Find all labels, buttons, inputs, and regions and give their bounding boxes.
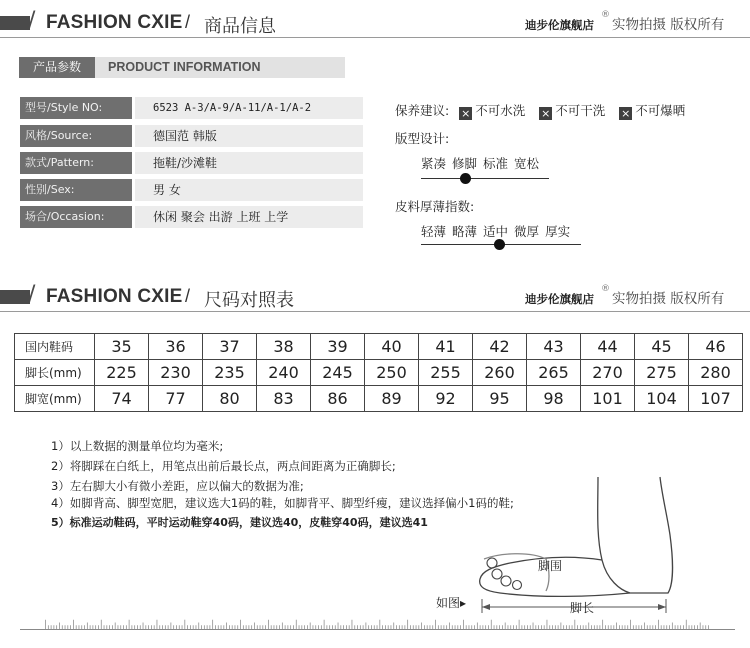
table-cell: 77 (149, 386, 203, 412)
attr-label: 场合/Occasion: (20, 206, 132, 228)
table-row-foot-length (15, 360, 743, 386)
note-3: 3）左右脚大小有微小差距，应以偏大的数据为准; (51, 479, 304, 493)
design-scale-options (421, 154, 545, 172)
header-separator: / (185, 286, 191, 306)
design-scale-line (421, 178, 549, 179)
toe-4 (513, 581, 522, 590)
table-cell: 270 (581, 360, 635, 386)
table-cell: 83 (257, 386, 311, 412)
table-cell: 38 (257, 334, 311, 360)
toe-2 (492, 569, 502, 579)
table-cell: 92 (419, 386, 473, 412)
care-item-no-wash (459, 101, 525, 120)
toe-3 (501, 576, 511, 586)
table-cell: 98 (527, 386, 581, 412)
foot-illustration (470, 475, 680, 615)
header-slash-mark: / (28, 282, 36, 307)
shop-name: 迪步伦旗舰店 (525, 292, 594, 306)
attr-label: 风格/Source: (20, 125, 132, 147)
figure-prefix: 如图▸ (436, 596, 467, 610)
registered-mark: ® (601, 284, 610, 294)
attr-value: 男 女 (135, 179, 363, 201)
table-cell: 46 (689, 334, 743, 360)
attr-label: 型号/Style NO: (20, 97, 132, 119)
registered-mark: ® (601, 10, 610, 20)
table-cell: 104 (635, 386, 689, 412)
note-2: 2）将脚踩在白纸上，用笔点出前后最长点，两点间距离为正确脚长; (51, 459, 396, 473)
thickness-scale-options (421, 222, 576, 240)
attr-row-source (20, 125, 363, 147)
prohibited-icon: × (461, 107, 471, 120)
row-label: 脚长(mm) (15, 360, 95, 386)
table-cell: 230 (149, 360, 203, 386)
row-label: 国内鞋码 (15, 334, 95, 360)
brand-name: FASHION CXIE (46, 286, 183, 307)
header-accent-bar (0, 290, 30, 304)
table-cell: 280 (689, 360, 743, 386)
table-cell: 39 (311, 334, 365, 360)
table-cell: 107 (689, 386, 743, 412)
table-row-cn-size (15, 334, 743, 360)
tab-product-params: 产品参数 (19, 57, 95, 78)
care-item-no-dryclean (539, 101, 605, 120)
prohibited-icon: × (541, 107, 551, 120)
foot-outline (598, 477, 673, 593)
size-chart-table (14, 333, 743, 412)
table-cell: 265 (527, 360, 581, 386)
header-separator: / (185, 12, 191, 32)
table-cell: 80 (203, 386, 257, 412)
note-1: 1）以上数据的测量单位均为毫米; (51, 439, 224, 453)
attr-row-occasion (20, 206, 363, 228)
thickness-option: 微厚 (514, 224, 540, 239)
thickness-option: 适中 (483, 224, 509, 239)
table-cell: 89 (365, 386, 419, 412)
toe-1 (487, 558, 497, 568)
section-header-product-info (0, 4, 750, 38)
shop-name: 迪步伦旗舰店 (525, 18, 594, 32)
attr-value: 休闲 聚会 出游 上班 上学 (135, 206, 363, 228)
table-cell: 275 (635, 360, 689, 386)
care-title: 保养建议: (395, 103, 450, 118)
table-cell: 43 (527, 334, 581, 360)
attr-row-sex (20, 179, 363, 201)
arrow-right-icon (658, 604, 666, 610)
table-cell: 42 (473, 334, 527, 360)
attr-value: 拖鞋/沙滩鞋 (135, 152, 363, 174)
table-cell: 101 (581, 386, 635, 412)
care-item-label: 不可爆晒 (635, 103, 686, 118)
design-option: 标准 (483, 156, 509, 171)
row-label: 脚宽(mm) (15, 386, 95, 412)
attr-row-pattern (20, 152, 363, 174)
table-cell: 74 (95, 386, 149, 412)
rights-text: 实物拍摄 版权所有 (612, 17, 725, 33)
table-cell: 35 (95, 334, 149, 360)
table-cell: 41 (419, 334, 473, 360)
table-cell: 245 (311, 360, 365, 386)
header-slash-mark: / (28, 8, 36, 33)
table-cell: 44 (581, 334, 635, 360)
attr-row-style-no (20, 97, 363, 119)
brand-name: FASHION CXIE (46, 12, 183, 33)
section-title: 商品信息 (204, 16, 276, 37)
thickness-title: 皮料厚薄指数: (395, 199, 475, 214)
table-cell: 240 (257, 360, 311, 386)
header-accent-bar (0, 16, 30, 30)
prohibited-icon: × (621, 107, 631, 120)
design-scale-marker (460, 173, 471, 184)
thickness-option: 略薄 (452, 224, 478, 239)
note-5: 5）标准运动鞋码，平时运动鞋穿40码，建议选40，皮鞋穿40码，建议选41 (51, 516, 428, 529)
attr-value: 6523 A-3/A-9/A-11/A-1/A-2 (135, 97, 363, 119)
girth-label: 脚围 (538, 559, 563, 573)
table-cell: 45 (635, 334, 689, 360)
care-item-label: 不可干洗 (555, 103, 606, 118)
table-cell: 36 (149, 334, 203, 360)
table-row-foot-width (15, 386, 743, 412)
length-label: 脚长 (570, 601, 595, 615)
design-title: 版型设计: (395, 131, 450, 146)
note-4: 4）如脚背高、脚型宽肥，建议选大1码的鞋，如脚背平、脚型纤瘦，建议选择偏小1码的鞋; (51, 496, 514, 510)
tab-product-information: PRODUCT INFORMATION (95, 57, 345, 78)
care-item-label: 不可水洗 (475, 103, 526, 118)
attr-label: 款式/Pattern: (20, 152, 132, 174)
table-cell: 40 (365, 334, 419, 360)
thickness-scale-marker (494, 239, 505, 250)
care-item-no-sun (619, 101, 685, 120)
thickness-option: 轻薄 (421, 224, 447, 239)
table-cell: 260 (473, 360, 527, 386)
rights-text: 实物拍摄 版权所有 (612, 291, 725, 307)
table-cell: 250 (365, 360, 419, 386)
table-cell: 225 (95, 360, 149, 386)
table-cell: 235 (203, 360, 257, 386)
table-cell: 255 (419, 360, 473, 386)
design-option: 宽松 (514, 156, 540, 171)
arrow-left-icon (482, 604, 490, 610)
care-advice (395, 101, 695, 120)
header-rule (0, 37, 750, 38)
section-title: 尺码对照表 (204, 290, 294, 311)
ruler (20, 616, 735, 630)
design-option: 修脚 (452, 156, 478, 171)
section-header-size-chart (0, 278, 750, 312)
table-cell: 86 (311, 386, 365, 412)
header-rule (0, 311, 750, 312)
thickness-option: 厚实 (545, 224, 571, 239)
table-cell: 95 (473, 386, 527, 412)
attr-label: 性别/Sex: (20, 179, 132, 201)
table-cell: 37 (203, 334, 257, 360)
design-option: 紧凑 (421, 156, 447, 171)
attr-value: 德国范 韩版 (135, 125, 363, 147)
